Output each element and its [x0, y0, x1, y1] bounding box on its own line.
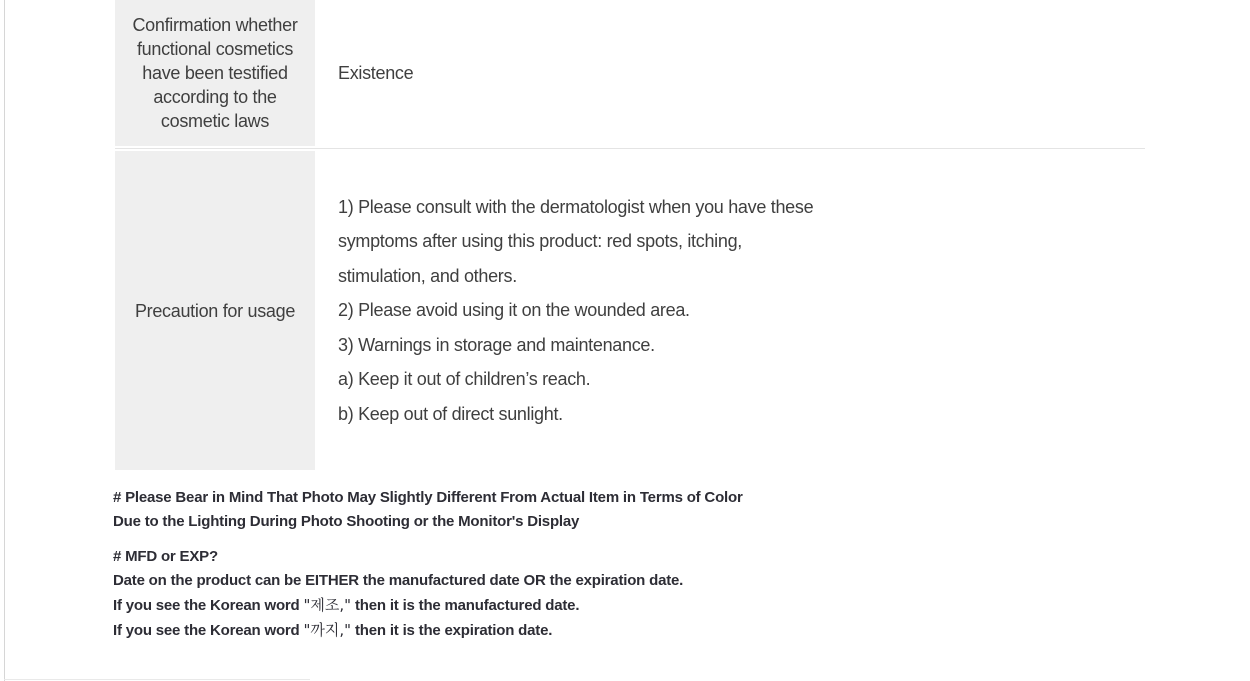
- product-description-section: [115, 0, 1145, 643]
- mfd-note-line-3: [113, 622, 552, 639]
- spec-label-text: Confirmation whether functional cosmetics have been testified according to the cosmetic laws: [132, 15, 298, 131]
- table-row: [115, 0, 1145, 146]
- mfd-exp-note: [113, 545, 1145, 643]
- precaution-line: a) Keep it out of children’s reach.: [338, 369, 591, 390]
- product-spec-table: [115, 0, 1145, 470]
- mfd-note-line-1: Date on the product can be EITHER the manufactured date OR the expiration date.: [113, 572, 684, 589]
- photo-note-line-2: Due to the Lighting During Photo Shooting or the Monitor's Display: [113, 513, 580, 530]
- spec-value-precaution-list: [315, 151, 1145, 470]
- korean-word-manufactured: "제조,": [303, 596, 352, 614]
- mfd-note-line-2: [113, 597, 579, 614]
- notes-section: [113, 486, 1145, 643]
- mfd-line2-suffix: then it is the manufactured date.: [351, 597, 580, 614]
- korean-word-expiration: "까지,": [303, 621, 352, 639]
- spec-label-functional-cosmetics-confirmation: [115, 0, 315, 146]
- precaution-line: stimulation, and others.: [338, 265, 517, 286]
- spec-label-text: Precaution for usage: [134, 300, 296, 321]
- precaution-line: 1) Please consult with the dermatologist when you have these: [338, 196, 814, 217]
- mfd-line3-prefix: If you see the Korean word: [113, 622, 304, 639]
- page-left-border: [4, 0, 5, 681]
- mfd-line2-prefix: If you see the Korean word: [113, 597, 304, 614]
- mfd-note-title: # MFD or EXP?: [113, 548, 218, 565]
- precaution-lines: [338, 190, 813, 432]
- spec-label-precaution-for-usage: [115, 151, 315, 470]
- spec-value-text: Existence: [338, 62, 414, 83]
- spec-value-existence: [315, 0, 1145, 146]
- row-divider: [115, 148, 1145, 149]
- table-row: [115, 151, 1145, 470]
- photo-color-disclaimer-note: [113, 486, 1145, 534]
- section-bottom-border: [4, 679, 310, 680]
- precaution-line: 2) Please avoid using it on the wounded area.: [338, 300, 690, 321]
- mfd-line3-suffix: then it is the expiration date.: [351, 622, 553, 639]
- photo-note-line-1: # Please Bear in Mind That Photo May Slightly Different From Actual Item in Terms of Color: [113, 489, 743, 506]
- precaution-line: symptoms after using this product: red spots, itching,: [338, 231, 742, 252]
- precaution-line: 3) Warnings in storage and maintenance.: [338, 334, 655, 355]
- precaution-line: b) Keep out of direct sunlight.: [338, 403, 563, 424]
